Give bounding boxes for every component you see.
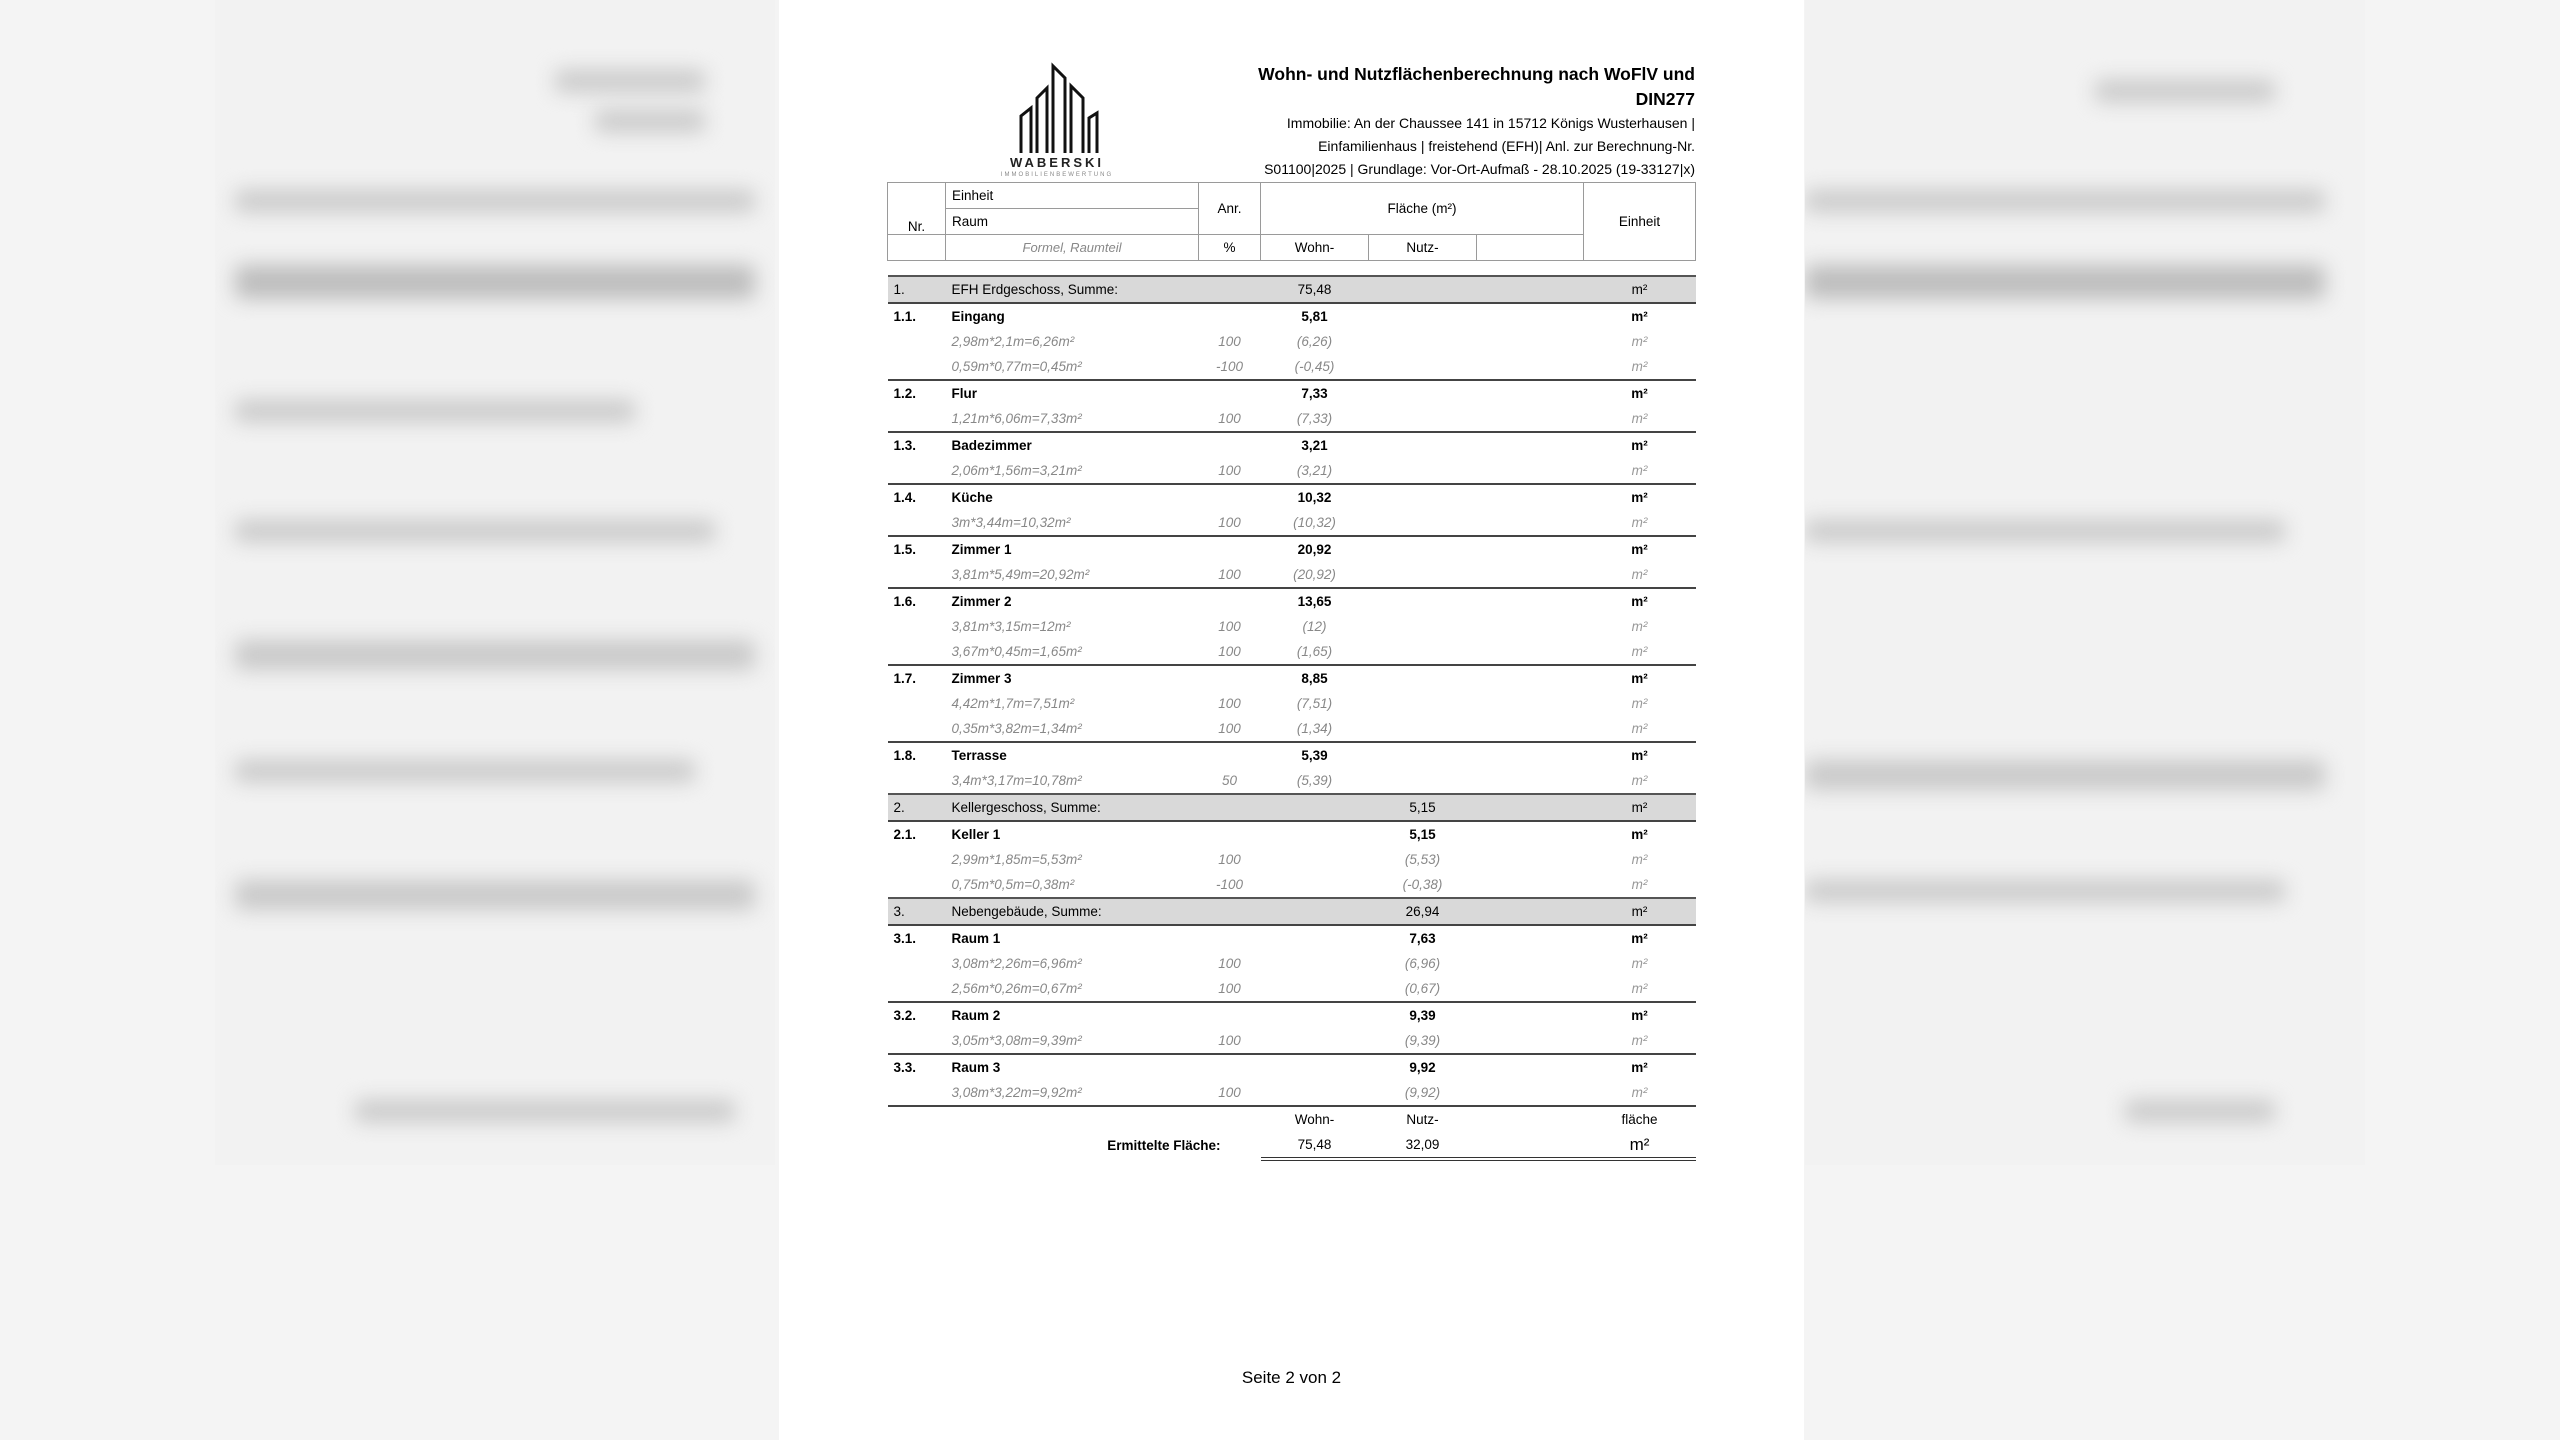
table-header-row-3 bbox=[888, 235, 1696, 261]
cell-label: Raum 1 bbox=[946, 925, 1199, 951]
formula-row bbox=[888, 639, 1696, 665]
cell-anr: 100 bbox=[1218, 1085, 1241, 1100]
cell-nutz bbox=[1369, 510, 1477, 536]
cell-nutz bbox=[1369, 614, 1477, 639]
room-row bbox=[888, 303, 1696, 329]
total-blank bbox=[1477, 1132, 1584, 1159]
cell-nr bbox=[888, 976, 946, 1002]
cell-blank bbox=[1477, 484, 1584, 510]
cell-wohn: (12) bbox=[1302, 619, 1327, 634]
cell-nr: 1.3. bbox=[888, 432, 946, 458]
cell-blank bbox=[1477, 354, 1584, 380]
cell-anr: 100 bbox=[1218, 515, 1241, 530]
cell-unit: m² bbox=[1631, 1085, 1648, 1100]
cell-nr: 1.6. bbox=[888, 588, 946, 614]
cell-nr: 1.2. bbox=[888, 380, 946, 406]
room-row bbox=[888, 742, 1696, 768]
cell-nutz bbox=[1369, 406, 1477, 432]
cell-nr bbox=[888, 1080, 946, 1106]
cell-nr bbox=[888, 716, 946, 742]
cell-anr: 100 bbox=[1218, 721, 1241, 736]
cell-unit: m² bbox=[1584, 303, 1696, 329]
cell-nr: 1.1. bbox=[888, 303, 946, 329]
formula-row bbox=[888, 716, 1696, 742]
cell-unit: m² bbox=[1584, 898, 1696, 925]
cell-wohn: (1,65) bbox=[1296, 644, 1333, 659]
formula-row bbox=[888, 847, 1696, 872]
property-line-2: Einfamilienhaus | freistehend (EFH)| Anl. zur Berechnung-Nr. bbox=[1318, 138, 1695, 154]
cell-wohn: 8,85 bbox=[1261, 665, 1369, 691]
cell-formula: 2,56m*0,26m=0,67m² bbox=[951, 981, 1082, 996]
room-row bbox=[888, 665, 1696, 691]
table-footer bbox=[888, 1106, 1696, 1159]
cell-anr bbox=[1199, 588, 1261, 614]
cell-anr: -100 bbox=[1215, 877, 1244, 892]
cell-blank bbox=[1477, 665, 1584, 691]
cell-nr bbox=[888, 562, 946, 588]
cell-blank bbox=[1477, 303, 1584, 329]
cell-label: Raum 2 bbox=[946, 1002, 1199, 1028]
cell-wohn: (3,21) bbox=[1296, 463, 1333, 478]
cell-wohn: 7,33 bbox=[1261, 380, 1369, 406]
cell-formula: 3,67m*0,45m=1,65m² bbox=[951, 644, 1082, 659]
cell-wohn bbox=[1261, 872, 1369, 898]
cell-unit: m² bbox=[1631, 696, 1648, 711]
cell-wohn: 5,39 bbox=[1261, 742, 1369, 768]
cell-anr: 100 bbox=[1218, 411, 1241, 426]
cell-anr bbox=[1199, 821, 1261, 847]
cell-nr: 2.1. bbox=[888, 821, 946, 847]
cell-wohn: 20,92 bbox=[1261, 536, 1369, 562]
cell-wohn bbox=[1261, 925, 1369, 951]
cell-anr bbox=[1199, 794, 1261, 821]
cell-nutz bbox=[1369, 329, 1477, 354]
cell-label: Küche bbox=[946, 484, 1199, 510]
cell-nr: 1.8. bbox=[888, 742, 946, 768]
header-formel: Formel, Raumteil bbox=[946, 235, 1199, 261]
formula-row bbox=[888, 329, 1696, 354]
cell-unit: m² bbox=[1584, 484, 1696, 510]
cell-formula: 2,98m*2,1m=6,26m² bbox=[951, 334, 1075, 349]
cell-blank bbox=[1477, 691, 1584, 716]
cell-nutz bbox=[1369, 639, 1477, 665]
cell-nr: 3. bbox=[888, 898, 946, 925]
cell-anr: 50 bbox=[1221, 773, 1238, 788]
cell-formula: 3,05m*3,08m=9,39m² bbox=[951, 1033, 1082, 1048]
cell-blank bbox=[1477, 562, 1584, 588]
cell-nutz: (9,39) bbox=[1404, 1033, 1441, 1048]
cell-wohn: 5,81 bbox=[1261, 303, 1369, 329]
cell-wohn bbox=[1261, 951, 1369, 976]
header-gap bbox=[888, 261, 1696, 277]
cell-wohn: 75,48 bbox=[1261, 276, 1369, 303]
cell-blank bbox=[1477, 406, 1584, 432]
cell-blank bbox=[1477, 821, 1584, 847]
formula-row bbox=[888, 510, 1696, 536]
total-wohnflaeche: 75,48 bbox=[1261, 1132, 1369, 1159]
title-line-2: DIN277 bbox=[1635, 89, 1695, 109]
cell-nr bbox=[888, 951, 946, 976]
cell-blank bbox=[1477, 614, 1584, 639]
cell-nr: 1. bbox=[888, 276, 946, 303]
cell-blank bbox=[1477, 794, 1584, 821]
cell-label: Kellergeschoss, Summe: bbox=[946, 794, 1199, 821]
cell-blank bbox=[1477, 925, 1584, 951]
cell-label: Zimmer 1 bbox=[946, 536, 1199, 562]
cell-blank bbox=[1477, 639, 1584, 665]
cell-blank bbox=[1477, 276, 1584, 303]
cell-anr: 100 bbox=[1218, 1033, 1241, 1048]
cell-nutz: 26,94 bbox=[1369, 898, 1477, 925]
cell-wohn: 3,21 bbox=[1261, 432, 1369, 458]
footer-unit-head: fläche bbox=[1584, 1106, 1696, 1132]
cell-anr bbox=[1199, 1002, 1261, 1028]
cell-unit: m² bbox=[1631, 981, 1648, 996]
cell-anr: 100 bbox=[1218, 644, 1241, 659]
logo-subtitle: IMMOBILIENBEWERTUNG bbox=[1000, 172, 1114, 178]
cell-blank bbox=[1477, 510, 1584, 536]
cell-nr bbox=[888, 354, 946, 380]
cell-anr bbox=[1199, 484, 1261, 510]
cell-wohn bbox=[1261, 847, 1369, 872]
cell-blank bbox=[1477, 380, 1584, 406]
table-header-row-1 bbox=[888, 183, 1696, 209]
cell-anr bbox=[1199, 276, 1261, 303]
cell-unit: m² bbox=[1631, 852, 1648, 867]
cell-wohn bbox=[1261, 898, 1369, 925]
cell-unit: m² bbox=[1631, 567, 1648, 582]
cell-wohn bbox=[1261, 821, 1369, 847]
room-row bbox=[888, 1054, 1696, 1080]
cell-nr bbox=[888, 510, 946, 536]
cell-nutz bbox=[1369, 588, 1477, 614]
formula-row bbox=[888, 354, 1696, 380]
formula-row bbox=[888, 562, 1696, 588]
cell-unit: m² bbox=[1631, 515, 1648, 530]
cell-nutz bbox=[1369, 380, 1477, 406]
header-flaeche: Fläche (m²) bbox=[1261, 183, 1584, 235]
cell-nr: 1.4. bbox=[888, 484, 946, 510]
cell-formula: 3m*3,44m=10,32m² bbox=[951, 515, 1071, 530]
cell-nutz: 5,15 bbox=[1369, 794, 1477, 821]
header-einheit-col: Einheit bbox=[1584, 183, 1696, 261]
cell-wohn: (20,92) bbox=[1293, 567, 1336, 582]
cell-blank bbox=[1477, 716, 1584, 742]
cell-formula: 3,08m*3,22m=9,92m² bbox=[951, 1085, 1082, 1100]
cell-wohn: (1,34) bbox=[1296, 721, 1333, 736]
cell-nutz: (-0,38) bbox=[1402, 877, 1443, 892]
cell-anr: 100 bbox=[1218, 334, 1241, 349]
cell-wohn: 13,65 bbox=[1261, 588, 1369, 614]
cell-nutz: (6,96) bbox=[1404, 956, 1441, 971]
cell-nutz: 7,63 bbox=[1369, 925, 1477, 951]
formula-row bbox=[888, 458, 1696, 484]
cell-formula: 3,81m*3,15m=12m² bbox=[951, 619, 1071, 634]
cell-unit: m² bbox=[1584, 1054, 1696, 1080]
cell-anr: 100 bbox=[1218, 852, 1241, 867]
cell-unit: m² bbox=[1584, 794, 1696, 821]
cell-unit: m² bbox=[1584, 1002, 1696, 1028]
cell-label: Terrasse bbox=[946, 742, 1199, 768]
page-number: Seite 2 von 2 bbox=[1241, 1368, 1342, 1387]
cell-blank bbox=[1477, 1054, 1584, 1080]
cell-anr: 100 bbox=[1218, 567, 1241, 582]
cell-wohn: (6,26) bbox=[1296, 334, 1333, 349]
cell-formula: 4,42m*1,7m=7,51m² bbox=[951, 696, 1075, 711]
cell-nutz: 5,15 bbox=[1369, 821, 1477, 847]
cell-unit: m² bbox=[1631, 644, 1648, 659]
cell-label: Nebengebäude, Summe: bbox=[946, 898, 1199, 925]
cell-anr bbox=[1199, 925, 1261, 951]
cell-wohn: (7,33) bbox=[1296, 411, 1333, 426]
cell-unit: m² bbox=[1584, 536, 1696, 562]
cell-unit: m² bbox=[1631, 877, 1648, 892]
property-line-3: S01100|2025 | Grundlage: Vor-Ort-Aufmaß - 28.10.2025 (19-33127|x) bbox=[1264, 161, 1695, 177]
cell-nr bbox=[888, 691, 946, 716]
cell-anr: -100 bbox=[1215, 359, 1244, 374]
header-nr-blank bbox=[888, 235, 946, 261]
cell-nutz: (9,92) bbox=[1404, 1085, 1441, 1100]
cell-blank bbox=[1477, 458, 1584, 484]
formula-row bbox=[888, 691, 1696, 716]
room-row bbox=[888, 432, 1696, 458]
cell-anr bbox=[1199, 742, 1261, 768]
room-row bbox=[888, 380, 1696, 406]
group-row bbox=[888, 794, 1696, 821]
cell-nutz bbox=[1369, 742, 1477, 768]
cell-blank bbox=[1477, 432, 1584, 458]
cell-nr bbox=[888, 458, 946, 484]
cell-wohn bbox=[1261, 1002, 1369, 1028]
formula-row bbox=[888, 1028, 1696, 1054]
cell-wohn: (5,39) bbox=[1296, 773, 1333, 788]
cell-label: Raum 3 bbox=[946, 1054, 1199, 1080]
cell-blank bbox=[1477, 847, 1584, 872]
formula-row bbox=[888, 406, 1696, 432]
cell-label: Keller 1 bbox=[946, 821, 1199, 847]
cell-blank bbox=[1477, 872, 1584, 898]
cell-nutz: 9,92 bbox=[1369, 1054, 1477, 1080]
cell-formula: 0,75m*0,5m=0,38m² bbox=[951, 877, 1075, 892]
formula-row bbox=[888, 768, 1696, 794]
room-row bbox=[888, 536, 1696, 562]
cell-nutz: (0,67) bbox=[1404, 981, 1441, 996]
cell-nr: 2. bbox=[888, 794, 946, 821]
cell-anr: 100 bbox=[1218, 463, 1241, 478]
cell-anr bbox=[1199, 898, 1261, 925]
cell-unit: m² bbox=[1631, 463, 1648, 478]
cell-wohn: (7,51) bbox=[1296, 696, 1333, 711]
title-line-1: Wohn- und Nutzflächenberechnung nach WoFlV und bbox=[1258, 64, 1695, 84]
cell-wohn bbox=[1261, 976, 1369, 1002]
blurred-backdrop-right bbox=[1805, 0, 2365, 1165]
cell-nr bbox=[888, 329, 946, 354]
cell-blank bbox=[1477, 1080, 1584, 1106]
room-row bbox=[888, 925, 1696, 951]
cell-anr bbox=[1199, 665, 1261, 691]
blurred-backdrop-left bbox=[215, 0, 775, 1165]
cell-nr bbox=[888, 406, 946, 432]
cell-blank bbox=[1477, 898, 1584, 925]
cell-nr bbox=[888, 872, 946, 898]
total-row bbox=[888, 1132, 1696, 1159]
cell-blank bbox=[1477, 536, 1584, 562]
group-row bbox=[888, 276, 1696, 303]
cell-formula: 3,81m*5,49m=20,92m² bbox=[951, 567, 1090, 582]
cell-nutz bbox=[1369, 768, 1477, 794]
room-row bbox=[888, 588, 1696, 614]
cell-nutz bbox=[1369, 665, 1477, 691]
cell-unit: m² bbox=[1631, 411, 1648, 426]
cell-nutz bbox=[1369, 536, 1477, 562]
cell-wohn bbox=[1261, 794, 1369, 821]
cell-blank bbox=[1477, 742, 1584, 768]
header-wohn: Wohn- bbox=[1261, 235, 1369, 261]
cell-anr: 100 bbox=[1218, 956, 1241, 971]
cell-nr bbox=[888, 768, 946, 794]
cell-wohn: (10,32) bbox=[1293, 515, 1336, 530]
total-label: Ermittelte Fläche: bbox=[1107, 1138, 1221, 1153]
cell-nutz: (5,53) bbox=[1404, 852, 1441, 867]
cell-nr: 3.1. bbox=[888, 925, 946, 951]
header-nutz: Nutz- bbox=[1369, 235, 1477, 261]
cell-wohn: (-0,45) bbox=[1294, 359, 1335, 374]
footer-head-row bbox=[888, 1106, 1696, 1132]
cell-unit: m² bbox=[1631, 359, 1648, 374]
cell-blank bbox=[1477, 976, 1584, 1002]
room-row bbox=[888, 821, 1696, 847]
cell-formula: 2,99m*1,85m=5,53m² bbox=[951, 852, 1082, 867]
cell-nutz bbox=[1369, 484, 1477, 510]
cell-formula: 2,06m*1,56m=3,21m² bbox=[951, 463, 1082, 478]
cell-unit: m² bbox=[1584, 821, 1696, 847]
total-nutzflaeche: 32,09 bbox=[1369, 1132, 1477, 1159]
cell-nutz bbox=[1369, 691, 1477, 716]
cell-unit: m² bbox=[1584, 432, 1696, 458]
cell-nutz bbox=[1369, 303, 1477, 329]
cell-unit: m² bbox=[1584, 276, 1696, 303]
cell-anr bbox=[1199, 536, 1261, 562]
property-line-1: Immobilie: An der Chaussee 141 in 15712 Königs Wusterhausen | bbox=[1286, 115, 1695, 131]
cell-unit: m² bbox=[1584, 588, 1696, 614]
cell-wohn bbox=[1261, 1054, 1369, 1080]
header-anr: Anr. bbox=[1199, 183, 1261, 235]
document-header bbox=[1135, 62, 1695, 181]
footer-nutz-head: Nutz- bbox=[1369, 1106, 1477, 1132]
cell-wohn bbox=[1261, 1080, 1369, 1106]
cell-nr bbox=[888, 1028, 946, 1054]
cell-label: Badezimmer bbox=[946, 432, 1199, 458]
cell-unit: m² bbox=[1584, 380, 1696, 406]
room-row bbox=[888, 484, 1696, 510]
cell-unit: m² bbox=[1584, 665, 1696, 691]
cell-blank bbox=[1477, 1002, 1584, 1028]
cell-nr: 1.5. bbox=[888, 536, 946, 562]
cell-anr: 100 bbox=[1218, 981, 1241, 996]
cell-formula: 0,59m*0,77m=0,45m² bbox=[951, 359, 1082, 374]
cell-nr: 3.2. bbox=[888, 1002, 946, 1028]
formula-row bbox=[888, 614, 1696, 639]
cell-formula: 3,08m*2,26m=6,96m² bbox=[951, 956, 1082, 971]
cell-nr: 3.3. bbox=[888, 1054, 946, 1080]
cell-nr bbox=[888, 847, 946, 872]
footer-wohn-head: Wohn- bbox=[1261, 1106, 1369, 1132]
formula-row bbox=[888, 872, 1696, 898]
cell-label: EFH Erdgeschoss, Summe: bbox=[946, 276, 1199, 303]
table-body bbox=[888, 276, 1696, 1106]
cell-blank bbox=[1477, 1028, 1584, 1054]
cell-unit: m² bbox=[1631, 619, 1648, 634]
room-row bbox=[888, 1002, 1696, 1028]
cell-anr bbox=[1199, 1054, 1261, 1080]
cell-unit: m² bbox=[1584, 742, 1696, 768]
cell-unit: m² bbox=[1631, 334, 1648, 349]
header-raum: Raum bbox=[946, 209, 1199, 235]
header-percent: % bbox=[1199, 235, 1261, 261]
cell-nutz bbox=[1369, 562, 1477, 588]
cell-unit: m² bbox=[1631, 1033, 1648, 1048]
cell-anr bbox=[1199, 380, 1261, 406]
cell-formula: 0,35m*3,82m=1,34m² bbox=[951, 721, 1082, 736]
logo-brand: WABERSKI bbox=[1009, 155, 1105, 170]
cell-unit: m² bbox=[1631, 773, 1648, 788]
header-blank bbox=[1477, 235, 1584, 261]
cell-anr: 100 bbox=[1218, 619, 1241, 634]
cell-formula: 1,21m*6,06m=7,33m² bbox=[951, 411, 1082, 426]
cell-label: Zimmer 3 bbox=[946, 665, 1199, 691]
cell-nutz bbox=[1369, 458, 1477, 484]
cell-label: Eingang bbox=[946, 303, 1199, 329]
cell-nutz: 9,39 bbox=[1369, 1002, 1477, 1028]
cell-nutz bbox=[1369, 354, 1477, 380]
cell-wohn bbox=[1261, 1028, 1369, 1054]
cell-nutz bbox=[1369, 716, 1477, 742]
cell-label: Zimmer 2 bbox=[946, 588, 1199, 614]
cell-blank bbox=[1477, 768, 1584, 794]
cell-anr bbox=[1199, 303, 1261, 329]
cell-anr: 100 bbox=[1218, 696, 1241, 711]
cell-nr: 1.7. bbox=[888, 665, 946, 691]
buildings-logo-icon bbox=[987, 58, 1127, 158]
cell-blank bbox=[1477, 588, 1584, 614]
header-einheit: Einheit bbox=[946, 183, 1199, 209]
formula-row bbox=[888, 951, 1696, 976]
company-logo bbox=[987, 58, 1127, 178]
total-unit: m² bbox=[1584, 1132, 1696, 1159]
document-page bbox=[779, 0, 1804, 1440]
cell-blank bbox=[1477, 329, 1584, 354]
formula-row bbox=[888, 976, 1696, 1002]
cell-nutz bbox=[1369, 432, 1477, 458]
cell-nr bbox=[888, 614, 946, 639]
cell-unit: m² bbox=[1584, 925, 1696, 951]
group-row bbox=[888, 898, 1696, 925]
header-nr: Nr. bbox=[888, 183, 946, 235]
cell-label: Flur bbox=[946, 380, 1199, 406]
cell-anr bbox=[1199, 432, 1261, 458]
area-calculation-table bbox=[887, 182, 1696, 1161]
cell-blank bbox=[1477, 951, 1584, 976]
cell-nutz bbox=[1369, 276, 1477, 303]
formula-row bbox=[888, 1080, 1696, 1106]
cell-formula: 3,4m*3,17m=10,78m² bbox=[951, 773, 1082, 788]
cell-unit: m² bbox=[1631, 956, 1648, 971]
cell-nr bbox=[888, 639, 946, 665]
cell-wohn: 10,32 bbox=[1261, 484, 1369, 510]
cell-unit: m² bbox=[1631, 721, 1648, 736]
